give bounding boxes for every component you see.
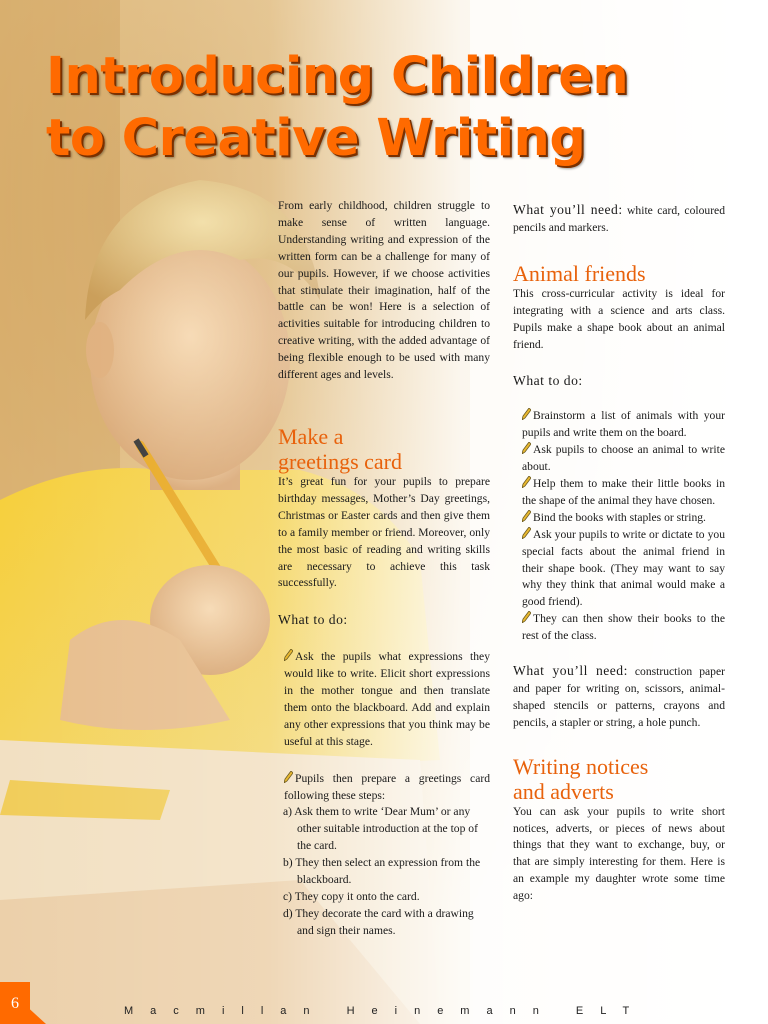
need-1 xyxy=(513,202,725,237)
animal-bullet-4-text: Bind the books with staples or string. xyxy=(533,510,706,524)
page-title xyxy=(46,46,628,170)
step-b: b) They then select an expression from the blackboard. xyxy=(283,856,481,887)
need-1-label: What you’ll need: xyxy=(513,202,623,217)
animal-bullet-3-text: Help them to make their little books in the shape of the animal they have chosen. xyxy=(522,476,725,507)
animal-bullet-3 xyxy=(522,476,725,510)
animal-heading: Animal friends xyxy=(513,260,646,286)
title-line-1: Introducing Children xyxy=(46,47,629,106)
pencil-icon xyxy=(522,510,531,522)
notices-heading-line-1: Writing notices xyxy=(513,753,649,779)
left-column xyxy=(278,198,490,940)
animal-what-to-do: What to do: xyxy=(513,373,583,389)
page-number: 6 xyxy=(11,995,19,1012)
greetings-steps xyxy=(278,804,490,939)
title-line-2: to Creative Writing xyxy=(46,109,586,168)
need-2-text: construction paper and paper for writing on, scissors, animal-shaped stencils or patterns, crayons and pencils, a stapler or string, a hole punch. xyxy=(513,665,725,729)
pencil-icon xyxy=(284,649,293,661)
footer-publisher: Macmillan Heinemann ELT xyxy=(124,1005,647,1017)
right-column xyxy=(513,202,725,905)
animal-bullet-2-text: Ask pupils to choose an animal to write about. xyxy=(522,443,725,474)
pencil-icon xyxy=(522,527,531,539)
pencil-icon xyxy=(522,408,531,420)
step-a: a) Ask them to write ‘Dear Mum’ or any other suitable introduction at the top of the card. xyxy=(283,805,478,853)
animal-bullets xyxy=(513,408,725,645)
greetings-bullet-1-text: Ask the pupils what expressions they would like to write. Elicit short expressions in the mother tongue and then translate them onto the blackboard. Add and explain any other expressions that you think may be useful at this stage. xyxy=(284,650,490,748)
notices-heading xyxy=(513,754,725,804)
animal-body: This cross-curricular activity is ideal for integrating with a science and arts class. Pupils make a shape book about an animal friend. xyxy=(513,286,725,351)
pencil-icon xyxy=(284,771,293,783)
greetings-what-to-do: What to do: xyxy=(278,612,348,628)
greetings-heading-line-2: greetings card xyxy=(278,448,402,474)
greetings-heading xyxy=(278,424,490,474)
need-1-text: white card, coloured pencils and markers. xyxy=(513,204,725,234)
animal-bullet-1 xyxy=(522,408,725,442)
animal-bullet-5-text: Ask your pupils to write or dictate to you special facts about the animal friend in their shape book. (They may want to say why they think that animal would make a good friend). xyxy=(522,527,725,609)
animal-bullet-1-text: Brainstorm a list of animals with your pupils and write them on the board. xyxy=(522,409,725,440)
notices-body: You can ask your pupils to write short notices, adverts, or pieces of news about things that they want to exchange, buy, or that are simply interesting for them. Here is an example my daughter wrote some time ago: xyxy=(513,804,725,903)
page-number-tab xyxy=(0,982,46,1024)
greetings-bullet-2 xyxy=(278,771,490,805)
step-c: c) They copy it onto the card. xyxy=(283,890,420,903)
animal-bullet-4 xyxy=(522,510,725,527)
notices-heading-line-2: and adverts xyxy=(513,778,614,804)
animal-bullet-6 xyxy=(522,611,725,645)
intro-paragraph: From early childhood, children struggle to make sense of written language. Understanding writing and expression of the written form can be a challenge for many of our pupils. However, if we choose activities that stimulate their imagination, half of the battle can be won! Here is a selection of activities suitable for introducing children to creative writing, with the added advantage of being flexible enough to be used with many different ages and levels. xyxy=(278,199,490,382)
need-2 xyxy=(513,663,725,732)
step-d: d) They decorate the card with a drawing and sign their names. xyxy=(283,906,474,937)
greetings-body: It’s great fun for your pupils to prepare birthday messages, Mother’s Day greetings, Christmas or Easter cards and then give them to a family member or friend. Moreover, only the most basic of reading and writing skills are necessary to achieve this task successfully. xyxy=(278,474,490,590)
pencil-icon xyxy=(522,442,531,454)
greetings-heading-line-1: Make a xyxy=(278,423,344,449)
pencil-icon xyxy=(522,476,531,488)
animal-bullet-6-text: They can then show their books to the rest of the class. xyxy=(522,612,725,643)
animal-bullet-2 xyxy=(522,442,725,476)
pencil-icon xyxy=(522,611,531,623)
greetings-bullet-2-text: Pupils then prepare a greetings card following these steps: xyxy=(284,771,490,802)
animal-bullet-5 xyxy=(522,527,725,612)
greetings-bullet-1 xyxy=(278,649,490,750)
need-2-label: What you’ll need: xyxy=(513,663,628,679)
